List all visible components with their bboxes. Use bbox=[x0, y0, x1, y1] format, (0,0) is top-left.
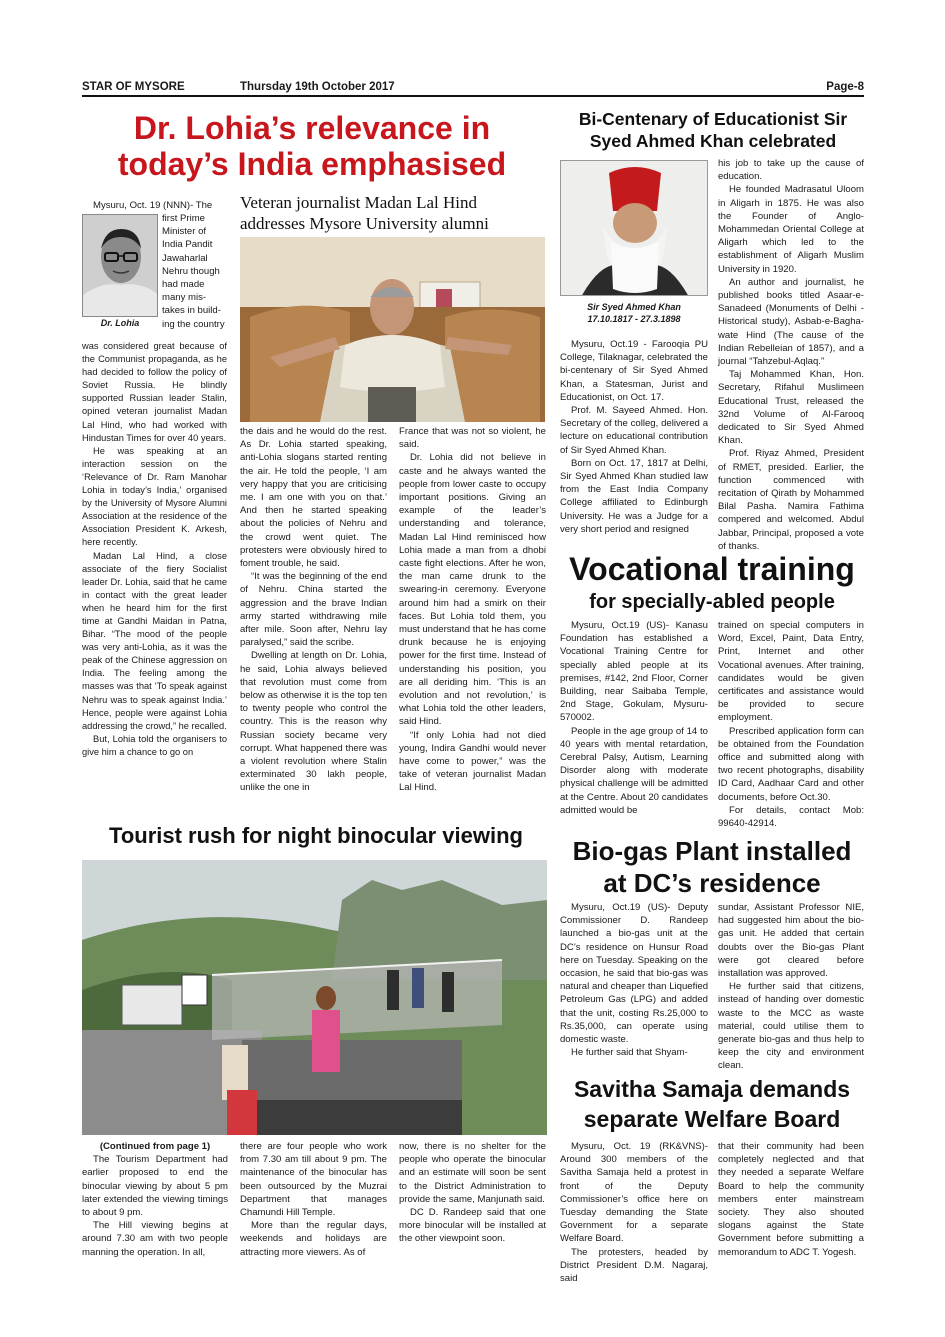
wrap-line: Nehru though bbox=[162, 265, 220, 277]
paragraph: Dwelling at length on Dr. Lohia, he said, Lohia always believed that revolution must come from below as otherwise it is the top ten to twenty people who control the country. This is the reason why Russian society became very corrupt. What happened there was a violent revolution where Stalin exterminated 30 lakh people, unlike the one in bbox=[240, 650, 387, 794]
paragraph: He was speaking at an interaction session on the ‘Relevance of Dr. Ram Manohar Lohia in today’s India,’ organised by the University of Mysore Alumni Association at the residence of the Association President K. Arkesh, here recently. bbox=[82, 445, 227, 548]
savitha-headline-line-2: separate Welfare Board bbox=[583, 1106, 841, 1132]
syed-column-2 bbox=[718, 157, 864, 553]
continued-note: (Continued from page 1) bbox=[99, 1141, 211, 1152]
page-number: Page-8 bbox=[826, 81, 864, 93]
biogas-headline bbox=[557, 835, 867, 899]
tourist-column-3 bbox=[399, 1140, 546, 1246]
lohia-headline bbox=[82, 110, 542, 182]
newspaper-name: STAR OF MYSORE bbox=[82, 81, 185, 93]
lohia-subhead bbox=[240, 192, 545, 234]
lohia-column-2 bbox=[240, 425, 387, 795]
lohia-portrait-caption: Dr. Lohia bbox=[100, 318, 140, 328]
paragraph: “If only Lohia had not died young, Indira Gandhi would never have come to power,” was the take of veteran journalist Madan Lal Hind. bbox=[399, 729, 546, 794]
biogas-column-1 bbox=[560, 901, 708, 1059]
syed-portrait-image bbox=[561, 161, 708, 296]
paragraph: But, Lohia told the organisers to give him a chance to go on bbox=[82, 733, 227, 757]
caption-dates: 17.10.1817 - 27.3.1898 bbox=[587, 314, 681, 324]
tourist-headline: Tourist rush for night binocular viewing bbox=[109, 823, 523, 848]
tourist-column-1 bbox=[82, 1140, 228, 1259]
biogas-headline-line-1: Bio-gas Plant installed bbox=[572, 836, 852, 866]
paragraph: DC D. Randeep said that one more binocular will be installed at the other viewpoint soon. bbox=[399, 1207, 546, 1245]
lohia-wrap-text bbox=[82, 199, 227, 212]
paragraph: Prof. Riyaz Ahmed, President of RMET, presided. Earlier, the function commenced with recitation of Qirath by Mohammed Bilal Pasha. Namira Fathima compered and welcomed. Abdul Jabbar, Principal, proposed a vote of thanks. bbox=[718, 448, 864, 552]
paragraph: Madan Lal Hind, a close associate of the fiery Socialist leader Dr. Lohia, said that he came in contact with the great leader when he heard him for the first time at Gandhi Maidan in Patna, Bihar. “The mood of the people was very anti-Lohia, as it was the peak of the Chinese aggression on India. The feeling among the masses was that ‘To speak against Nehru was to speak against India.’ Hence, people were against Lohia addressing the crowd,” he recalled. bbox=[82, 550, 227, 731]
paragraph: the dais and he would do the rest. As Dr. Lohia started speaking, anti-Lohia slogans started renting the air. He told the people, ‘I am very happy that you are criticising me. I am one with you on that.’ And then he started speaking about the policies of Nehru and the crowd went quiet. The protesters were obviously hired to foment trouble, he said. bbox=[240, 426, 387, 570]
paragraph: Prescribed application form can be obtained from the Foundation office and submitted along with two recent photographs, disability ID Card, Aadhaar Card and other documents, before Oct.30. bbox=[718, 725, 864, 803]
lohia-column-1 bbox=[82, 340, 227, 759]
paragraph: sundar, Assistant Professor NIE, had suggested him about the bio-gas unit. He added that certain doubts over the Bio-gas Plant were got cleared before installation was approved. bbox=[718, 902, 864, 980]
savitha-column-2 bbox=[718, 1140, 864, 1259]
caption-name: Sir Syed Ahmed Khan bbox=[587, 302, 681, 312]
lohia-subhead-line-2: addresses Mysore University alumni bbox=[240, 214, 489, 233]
vocational-subheadline: for specially-abled people bbox=[589, 591, 835, 613]
vocational-column-1 bbox=[560, 619, 708, 817]
lohia-portrait bbox=[82, 214, 158, 317]
paragraph: An author and journalist, he published books titled Asaar-e-Sanadeed (Monuments of Delhi - Historical study), Asbab-e-Bagha-wate Hind (The cause of the Indian Rebelleian of 1857), and a journal “Tahzebul-Aqlaq.” bbox=[718, 276, 864, 368]
lohia-subhead-line-1: Veteran journalist Madan Lal Hind bbox=[240, 193, 477, 212]
paragraph: Mysuru, Oct.19 - Farooqia PU College, Tilaknagar, celebrated the bi-centenary of Sir Syed Ahmed Khan, a Statesman, Jurist and Educationist, on Oct. 17. bbox=[560, 339, 708, 403]
paragraph: France that was not so violent, he said. bbox=[399, 426, 546, 451]
paragraph: Dr. Lohia did not believe in caste and he always wanted the people from lower caste to occupy important positions. Giving an example of the leader’s understanding and tolerance, Madan Lal Hind reminisced how Lohia made a man from a dhobi caste fight elections. After he won, the man came drunk to the swearing-in ceremony. Everyone around him had a smirk on their faces. But Lohia told them, you must understand that he has come drunk because he is enjoying power for the first time. Instead of understanding his position, you are all deriding him. ‘This is an evolution and not revolution,’ is what Lohia told the other leaders, said Hind. bbox=[399, 452, 547, 728]
madan-lal-hind-image bbox=[240, 237, 545, 422]
paragraph: now, there is no shelter for the people who operate the binocular and an estimate will soon be sent to the District Administration to provide the same, Manjunath said. bbox=[399, 1141, 546, 1205]
issue-date: Thursday 19th October 2017 bbox=[240, 81, 395, 93]
syed-portrait-caption bbox=[560, 301, 708, 325]
paragraph: More than the regular days, weekends and holidays are attracting more viewers. As of bbox=[240, 1220, 387, 1258]
paragraph: was considered great because of the Communist propaganda, as he had decided to follow the policy of Soviet Russia. He blindly supported Russian leader Stalin, opined veteran journalist Madan Lal Hind, who had worked with Hindustan Times for over 40 years. bbox=[82, 341, 227, 443]
paragraph: The protesters, headed by District President D.M. Nagaraj, said bbox=[560, 1246, 708, 1285]
wrap-line: many mis- bbox=[162, 292, 207, 304]
vocational-headline: Vocational training bbox=[569, 551, 855, 587]
masthead bbox=[82, 80, 864, 97]
paragraph: Prof. M. Sayeed Ahmed. Hon. Secretary of the colleg, delivered a lecture on educational contribution of Sir Syed Ahmed Khan. bbox=[560, 405, 708, 456]
tourist-photo bbox=[82, 860, 547, 1135]
paragraph: He further said that Shyam- bbox=[571, 1047, 688, 1059]
savitha-headline-line-1: Savitha Samaja demands bbox=[573, 1076, 851, 1102]
biogas-headline-line-2: at DC’s residence bbox=[603, 868, 821, 898]
lohia-headline-line-2: today’s India emphasised bbox=[117, 146, 507, 183]
paragraph: Taj Mohammed Khan, Hon. Secretary, Rifahul Muslimeen Educational Trust, released the 32nd Volume of Al-Farooq dedicated to Sir Syed Ahmed Khan. bbox=[718, 369, 864, 447]
tourist-column-2 bbox=[240, 1140, 387, 1259]
lohia-portrait-image bbox=[83, 215, 158, 317]
wrap-line: Minister of bbox=[162, 226, 207, 238]
savitha-headline bbox=[557, 1074, 867, 1134]
paragraph: Born on Oct. 17, 1817 at Delhi, Sir Syed Ahmed Khan studied law from the East India Company College affiliated to Edinburgh University. He was a Judge for a very short period and resigned bbox=[560, 457, 708, 535]
paragraph: that their community had been completely neglected and that they needed a separate Welfare Board to help the community members enter mainstream society. They also shouted slogans against the State Government before submitting a memorandum to ADC T. Yogesh. bbox=[718, 1141, 864, 1258]
syed-headline-line-1: Bi-Centenary of Educationist Sir bbox=[578, 109, 848, 129]
paragraph: “It was the beginning of the end of Nehru. China started the aggression and the brave Indian army started withdrawing mile after mile. Soon after, Nehru lay paralysed,” said the scribe. bbox=[240, 571, 387, 649]
wrap-line: India Pandit bbox=[162, 239, 213, 251]
lohia-headline-line-1: Dr. Lohia’s relevance in bbox=[133, 110, 491, 146]
paragraph: Mysuru, Oct.19 (US)- Kanasu Foundation has established a Vocational Training Centre for specially abled people at its premises, #142, 2nd Floor, Corner Building, near Saibaba Temple, 2nd Stage, Gokulam, Mysuru-570002. bbox=[560, 620, 708, 724]
tourist-viewpoint-image bbox=[82, 860, 547, 1135]
wrap-line: first Prime bbox=[162, 213, 205, 224]
wrap-line: takes in build- bbox=[162, 305, 221, 317]
paragraph: People in the age group of 14 to 40 years with mental retardation, Cerebral Palsy, Autism, Learning Disorder along with moderate physical challenge will be admitted at the Centre. About 20 candidates admitted would be bbox=[560, 725, 708, 816]
paragraph: there are four people who work from 7.30 am till about 9 pm. The maintenance of the binocular has been outsourced by the Muzrai Department that manages Chamundi Hill Temple. bbox=[240, 1141, 387, 1219]
madan-lal-hind-photo bbox=[240, 237, 545, 422]
wrap-line: Mysuru, Oct. 19 (NNN)- The bbox=[93, 200, 213, 211]
syed-column-1 bbox=[560, 338, 708, 536]
paragraph: Mysuru, Oct. 19 (RK&VNS)- Around 300 members of the Savitha Samaja held a protest in front of the Deputy Commissioner’s office here on Tuesday demanding the State Government for a separate Welfare Board. bbox=[560, 1141, 708, 1245]
wrap-line: ing the country bbox=[162, 318, 225, 330]
paragraph: He further said that citizens, instead of handing over domestic waste to the MCC as waste material, could utilise them to generate bio-gas and thus help to keep the city and environment clean. bbox=[718, 981, 864, 1072]
vocational-column-2 bbox=[718, 619, 864, 830]
biogas-column-2 bbox=[718, 901, 864, 1073]
paragraph: The Hill viewing begins at around 7.30 am with two people manning the operation. In all, bbox=[82, 1220, 228, 1258]
paragraph: Mysuru, Oct.19 (US)- Deputy Commissioner D. Randeep launched a bio-gas unit at the DC’s residence on Hunsur Road here on Tuesday. Speaking on the occasion, he said that bio-gas was natural and cheaper than Liquefied Petroleum Gas (LPG) and added that the unit, costing Rs.25,000 to Rs.35,000, can operate using domestic waste. bbox=[560, 902, 708, 1046]
paragraph: his job to take up the cause of education. bbox=[718, 158, 864, 183]
paragraph: For details, contact Mob: 99640-42914. bbox=[718, 804, 864, 830]
lohia-column-3 bbox=[399, 425, 546, 795]
syed-portrait bbox=[560, 160, 708, 296]
wrap-line: had made bbox=[162, 279, 205, 291]
paragraph: He founded Madrasatul Uloom in Aligarh in 1875. He was also the Founder of Anglo-Mohammedan Oriental College at Aligarh which led to the establishment of Aligarh Muslim University in 1920. bbox=[718, 184, 864, 275]
syed-headline bbox=[557, 108, 869, 152]
paragraph: The Tourism Department had earlier proposed to end the binocular viewing by about 5 pm later extended the viewing timings to about 9 pm. bbox=[82, 1154, 228, 1219]
paragraph: trained on special computers in Word, Excel, Paint, Data Entry, Print, Internet and other Vocational avenues. After training, candidates would be given certificates and assistance would be provided to secure employment. bbox=[718, 620, 864, 724]
lohia-wrap-column bbox=[162, 212, 228, 331]
wrap-line: Jawaharlal bbox=[162, 252, 208, 264]
savitha-column-1 bbox=[560, 1140, 708, 1285]
syed-headline-line-2: Syed Ahmed Khan celebrated bbox=[589, 131, 837, 151]
